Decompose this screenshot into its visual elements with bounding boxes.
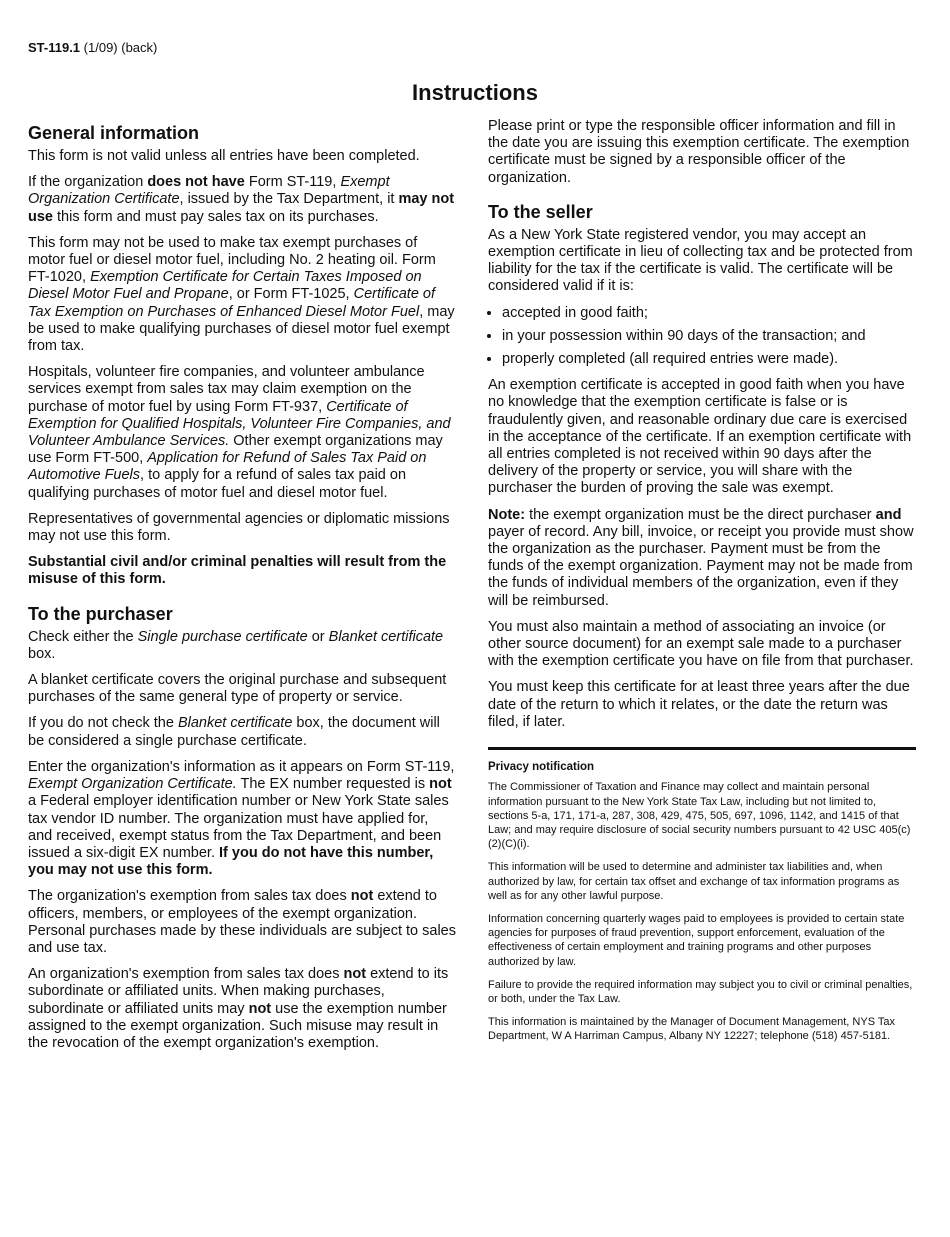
validity-list <box>488 305 916 369</box>
privacy-p2: This information will be used to determine and administer tax liabilities and, when authorized by law, for certain tax offset and exchange of tax information programs as well as for any other lawful purpose. <box>488 861 900 902</box>
divider <box>488 747 916 750</box>
general-information-heading: General information <box>28 123 200 143</box>
form-version: (1/09) (back) <box>83 40 158 55</box>
privacy-p5: This information is maintained by the Manager of Document Management, NYS Tax Department, W A Harriman Campus, Albany NY 12227; telephone (518) 457-5181. <box>488 1016 895 1043</box>
list-item: • properly completed (all required entries were made). <box>502 351 916 368</box>
purchaser-p2: A blanket certificate covers the original purchase and subsequent purchases of the same general type of property or service. <box>28 672 447 706</box>
purchaser-p1: Check either the Single purchase certificate or Blanket certificate box. <box>28 628 444 662</box>
general-p3: This form may not be used to make tax exempt purchases of motor fuel or diesel motor fuel, including No. 2 heating oil. Form FT-1020, Exemption Certificate for Certain Taxes Imposed on Diesel Motor Fuel and Propane, or Form FT-1025, Certificate of Tax Exemption on Purchases of Enhanced Diesel Motor Fuel, may be used to make qualifying purchases of diesel motor fuel exempt from tax. <box>28 234 455 355</box>
seller-p5: You must keep this certificate for at least three years after the due date of the return to which it relates, or the date the return was filed, if later. <box>488 679 910 730</box>
list-item: • accepted in good faith; <box>502 305 916 322</box>
privacy-heading: Privacy notification <box>488 761 595 774</box>
seller-p2: An exemption certificate is accepted in good faith when you have no knowledge that the exemption certificate is false or is fraudulently given, and reasonable ordinary due care is exercised in the acceptance of the certificate. If an exemption certificate with all entries completed is not received within 90 days after the delivery of the property or service, you will share with the purchaser the burden of proving the sale was exempt. <box>488 377 912 497</box>
officer-instructions: Please print or type the responsible officer information and fill in the date you are issuing this exemption certificate. The exemption certificate must be signed by a responsible officer of the organization. <box>488 118 910 186</box>
purchaser-p3: If you do not check the Blanket certificate box, the document will be considered a single purchase certificate. <box>28 715 440 749</box>
form-identifier <box>28 40 157 55</box>
list-item: • in your possession within 90 days of the transaction; and <box>502 328 916 345</box>
privacy-p3: Information concerning quarterly wages paid to employees is provided to certain state agencies for purposes of fraud prevention, support enforcement, evaluation of the effectiveness of certain employment and training programs and other purposes authorized by law. <box>488 912 905 968</box>
general-p2: If the organization does not have Form ST-119, Exempt Organization Certificate, issued by the Tax Department, it may not use this form and must pay sales tax on its purchases. <box>28 174 455 225</box>
privacy-p1: The Commissioner of Taxation and Finance may collect and maintain personal information pursuant to the New York State Tax Law, including but not limited to, sections 5-a, 171, 171-a, 287, 308, 429, 475, 505, 697, 1096, 1142, and 1415 of that Law; and may require disclosure of social security numbers pursuant to 42 USC 405(c)(2)(C)(i). <box>488 781 911 851</box>
purchaser-p4: Enter the organization's information as it appears on Form ST-119, Exempt Organization Certificate. The EX number requested is not a Federal employer identification number or New York State sales tax vendor ID number. The organization must have applied for, and received, exempt status from the Tax Department, and been issued a six-digit EX number. If you do not have this number, you may not use this form. <box>28 758 455 879</box>
general-p5: Representatives of governmental agencies or diplomatic missions may not use this form. <box>28 510 450 545</box>
page-title: Instructions <box>412 80 538 105</box>
privacy-notification <box>488 760 916 1043</box>
seller-note: Note: the exempt organization must be the direct purchaser and payer of record. Any bill, invoice, or receipt you provide must show the organization as the purchaser. Payment must be from the funds of the exempt organization. Payment may not be made from the funds of individual members of the organization, even if they will be reimbursed. <box>488 506 914 609</box>
seller-p4: You must also maintain a method of associating an invoice (or other source document) for an exempt sale made to a purchaser with the exemption certificate you have on file from that purchaser. <box>488 618 914 670</box>
general-p4: Hospitals, volunteer fire companies, and volunteer ambulance services exempt from sales tax may claim exemption on the purchase of motor fuel by using Form FT-937, Certificate of Exemption for Qualified Hospitals, Volunteer Fire Companies, and Volunteer Ambulance Services. Other exempt organizations may use Form FT-500, Application for Refund of Sales Tax Paid on Automotive Fuels, to apply for a refund of sales tax paid on qualifying purchases of motor fuel and diesel motor fuel. <box>28 364 451 501</box>
left-column <box>28 122 456 1061</box>
privacy-p4: Failure to provide the required information may subject you to civil or criminal penalties, or both, under the Tax Law. <box>488 978 913 1005</box>
general-p1: This form is not valid unless all entries have been completed. <box>28 148 420 164</box>
right-column <box>488 118 916 1053</box>
purchaser-p6: An organization's exemption from sales tax does not extend to its subordinate or affiliated units. When making purchases, subordinate or affiliated units may not use the exemption number assigned to the exempt organization. Such misuse may result in the revocation of the exempt organization's exemption. <box>28 966 449 1051</box>
seller-p1: As a New York State registered vendor, you may accept an exemption certificate in lieu of collecting tax and be protected from liability for the tax if the certificate is valid. The certificate will be considered valid if it is: <box>488 226 913 295</box>
seller-heading: To the seller <box>488 201 593 222</box>
purchaser-p5: The organization's exemption from sales tax does not extend to officers, members, or employees of the exempt organization. Personal purchases made by these individuals are subject to sales and use tax. <box>28 888 456 956</box>
penalties-warning: Substantial civil and/or criminal penalties will result from the misuse of this form. <box>28 554 447 588</box>
form-number: ST-119.1 <box>28 40 81 55</box>
purchaser-heading: To the purchaser <box>28 603 173 624</box>
